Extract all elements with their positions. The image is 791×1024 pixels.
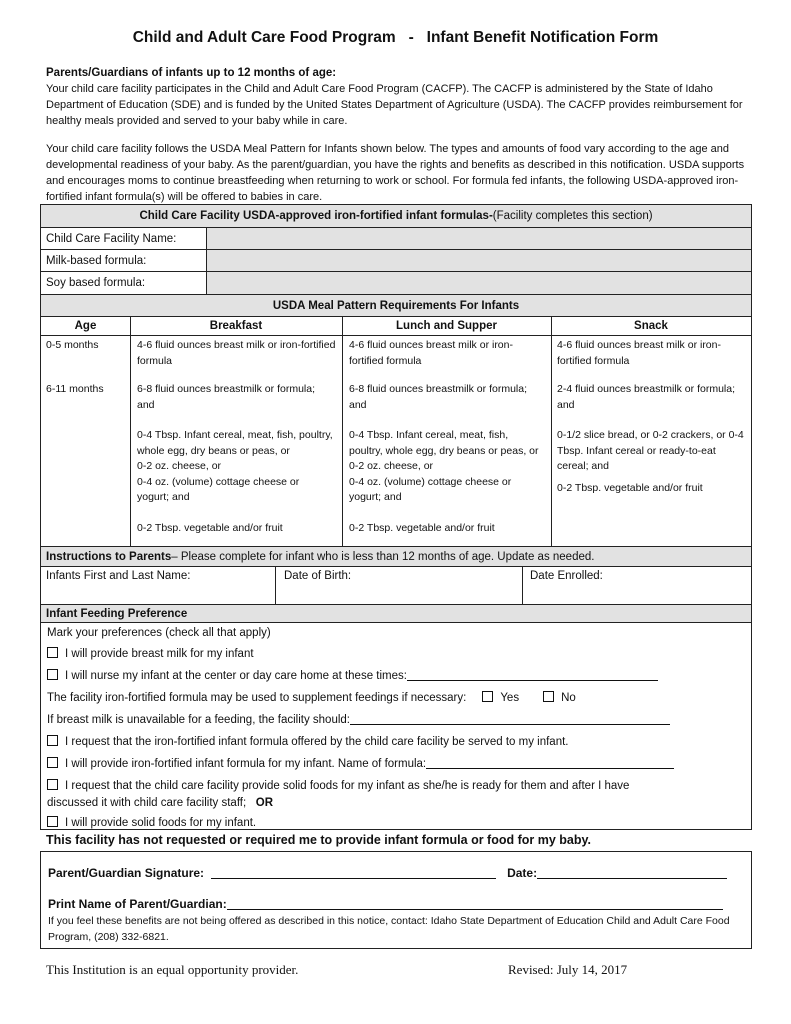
intro-heading: Parents/Guardians of infants up to 12 months of age: <box>46 67 337 79</box>
snack-0-5: 4-6 fluid ounces breast milk or iron-fortified formula <box>557 339 721 367</box>
facility-formula-label: I request that the iron-fortified infant formula offered by the child care facility be served to my infant. <box>65 736 569 748</box>
lunch-6-11 <box>349 382 543 536</box>
signature-row <box>48 866 727 880</box>
instructions-text: – Please complete for infant who is less than 12 months of age. Update as needed. <box>171 550 595 563</box>
contact-notice: If you feel these benefits are not being offered as described in this notice, contact: Idaho State Department of Education Child and Adult Care Food Program, (208) 332-6821. <box>48 915 730 943</box>
intro-section <box>46 65 758 129</box>
nurse-checkbox[interactable] <box>47 669 58 680</box>
opt-own-solids <box>47 815 256 831</box>
opt-own-formula <box>47 756 674 772</box>
infant-name-label: Infants First and Last Name: <box>46 570 191 582</box>
meal-pattern-column-headers <box>41 316 751 335</box>
infant-name-field[interactable] <box>41 567 275 604</box>
date-label: Date: <box>507 866 538 880</box>
supplement-yes-label: Yes <box>500 692 520 704</box>
intro-paragraph-2: Your child care facility follows the USDA Meal Pattern for Infants shown below. The types and amounts of food vary according to the age and developmental readiness of your baby. As the parent/guardian, you have the rights and benefits as described in this notification. USDA supports and encourages moms to continue breastfeeding when returning to work or school. For formula fed infants, the following USDA-approved iron-fortified infant formula(s) will be offered to babies in care. <box>46 143 745 203</box>
formula-header-bold: Child Care Facility USDA-approved iron-fortified infant formulas- <box>139 210 493 222</box>
facility-name-label: Child Care Facility Name: <box>46 232 177 245</box>
preference-instruction: Mark your preferences (check all that apply) <box>47 627 271 639</box>
date-enrolled-field[interactable] <box>525 567 751 604</box>
supplement-no-label: No <box>561 692 576 704</box>
revised-date: Revised: July 14, 2017 <box>508 962 628 977</box>
milk-formula-row <box>41 249 751 271</box>
print-name-row <box>48 897 723 911</box>
facility-name-field[interactable] <box>207 228 751 249</box>
supplement-label: The facility iron-fortified formula may be used to supplement feedings if necessary: <box>47 692 467 704</box>
supplement-no-checkbox[interactable] <box>543 691 554 702</box>
facility-formula-checkbox[interactable] <box>47 735 58 746</box>
milk-formula-field[interactable] <box>207 250 751 271</box>
unavailable-label: If breast milk is unavailable for a feeding, the facility should: <box>47 714 350 726</box>
breast-milk-checkbox[interactable] <box>47 647 58 658</box>
own-solids-checkbox[interactable] <box>47 816 58 827</box>
supplement-yes-checkbox[interactable] <box>482 691 493 702</box>
opt-nurse <box>47 668 658 684</box>
facility-solids-label-cont: discussed it with child care facility staff; <box>47 797 247 809</box>
formula-header-note: (Facility completes this section) <box>492 210 653 222</box>
opt-facility-solids-cont <box>47 795 273 811</box>
lunch-6-11-line: 0-4 Tbsp. Infant cereal, meat, fish, poultry, whole egg, dry beans or peas, or <box>349 429 539 457</box>
lunch-6-11-line: 0-4 oz. (volume) cottage cheese or yogurt; and <box>349 475 512 503</box>
lunch-6-11-line: 0-2 oz. cheese, or <box>349 460 434 472</box>
meal-pattern-title: USDA Meal Pattern Requirements For Infants <box>272 299 520 312</box>
snack-6-11-line: 2-4 fluid ounces breastmilk or formula; and <box>557 383 735 411</box>
facility-name-row <box>41 227 751 249</box>
preference-body <box>41 622 751 831</box>
preference-header <box>41 604 751 622</box>
opt-facility-solids <box>47 778 629 794</box>
col-snack: Snack <box>634 320 668 332</box>
soy-formula-field[interactable] <box>207 272 751 294</box>
nurse-times-field[interactable] <box>407 669 658 681</box>
soy-formula-row <box>41 271 751 294</box>
not-requested-statement: This facility has not requested or required me to provide infant formula or food for my baby. <box>46 833 591 847</box>
facility-solids-label: I request that the child care facility provide solid foods for my infant as she/he is ready for them and after I have <box>65 780 630 792</box>
age-6-11: 6-11 months <box>46 383 104 395</box>
breakfast-0-5: 4-6 fluid ounces breast milk or iron-fortified formula <box>137 339 336 367</box>
col-age: Age <box>74 320 97 332</box>
lunch-6-11-line: 0-2 Tbsp. vegetable and/or fruit <box>349 521 495 534</box>
form-title: Child and Adult Care Food Program - Infant Benefit Notification Form <box>132 29 659 46</box>
breast-milk-label: I will provide breast milk for my infant <box>65 648 254 660</box>
intro-paragraph-1: Your child care facility participates in the Child and Adult Care Food Program (CACFP). The CACFP is administered by the State of Idaho Department of Education (SDE) and is funded by the United States Department of Agriculture (USDA). The CACFP provides reimbursement for healthy meals provided and served to your baby while in care. <box>46 83 743 127</box>
supplement-question <box>47 690 576 706</box>
snack-6-11-line: 0-1/2 slice bread, or 0-2 crackers, or 0-4 Tbsp. Infant cereal or ready-to-eat cereal; and <box>557 429 744 472</box>
opt-breast-milk <box>47 646 254 662</box>
breakfast-6-11-line: 0-4 Tbsp. Infant cereal, meat, fish, poultry, whole egg, dry beans or peas, or <box>137 429 333 457</box>
lunch-0-5: 4-6 fluid ounces breast milk or iron-fortified formula <box>349 339 513 367</box>
milk-formula-label: Milk-based formula: <box>46 254 147 267</box>
equal-opportunity-statement: This Institution is an equal opportunity provider. <box>46 962 299 977</box>
snack-6-11-line: 0-2 Tbsp. vegetable and/or fruit <box>557 481 703 494</box>
print-name-label: Print Name of Parent/Guardian: <box>48 897 227 911</box>
breakfast-6-11-line: 0-2 oz. cheese, or <box>137 460 222 472</box>
own-formula-label: I will provide iron-fortified infant formula for my infant. Name of formula: <box>65 758 427 770</box>
signature-section <box>40 851 752 949</box>
signature-field[interactable] <box>211 867 496 879</box>
col-breakfast: Breakfast <box>209 320 263 332</box>
breakfast-6-11-line: 0-2 Tbsp. vegetable and/or fruit <box>137 521 283 534</box>
infant-form-table <box>40 204 752 830</box>
own-formula-checkbox[interactable] <box>47 757 58 768</box>
breakfast-6-11-line: 0-4 oz. (volume) cottage cheese or yogurt; and <box>137 475 300 503</box>
formula-name-field[interactable] <box>426 757 674 769</box>
instructions-header <box>41 546 751 566</box>
nurse-label: I will nurse my infant at the center or day care home at these times: <box>65 670 407 682</box>
unavailable-field[interactable] <box>350 713 670 725</box>
meal-pattern-body <box>41 335 751 546</box>
lunch-6-11-line: 6-8 fluid ounces breastmilk or formula; and <box>349 383 527 411</box>
print-name-field[interactable] <box>227 898 723 910</box>
formula-section-header <box>41 205 751 227</box>
signature-label: Parent/Guardian Signature: <box>48 866 205 880</box>
breakfast-6-11-line: 6-8 fluid ounces breastmilk or formula; and <box>137 383 315 411</box>
age-0-5: 0-5 months <box>46 339 99 351</box>
breakfast-6-11 <box>137 382 333 536</box>
dob-field[interactable] <box>279 567 522 604</box>
signature-date-field[interactable] <box>537 867 727 879</box>
preference-heading: Infant Feeding Preference <box>46 607 188 620</box>
dob-label: Date of Birth: <box>284 570 352 582</box>
infant-info-row <box>41 566 751 604</box>
col-lunch-supper: Lunch and Supper <box>396 320 497 332</box>
own-solids-label: I will provide solid foods for my infant. <box>65 817 257 829</box>
date-enrolled-label: Date Enrolled: <box>530 570 603 582</box>
meal-pattern-header <box>41 294 751 316</box>
facility-solids-checkbox[interactable] <box>47 779 58 790</box>
unavailable-question <box>47 712 670 728</box>
snack-6-11 <box>557 382 745 496</box>
opt-facility-formula <box>47 734 569 750</box>
soy-formula-label: Soy based formula: <box>46 277 146 289</box>
instructions-bold: Instructions to Parents <box>46 550 172 563</box>
or-label: OR <box>255 797 274 809</box>
